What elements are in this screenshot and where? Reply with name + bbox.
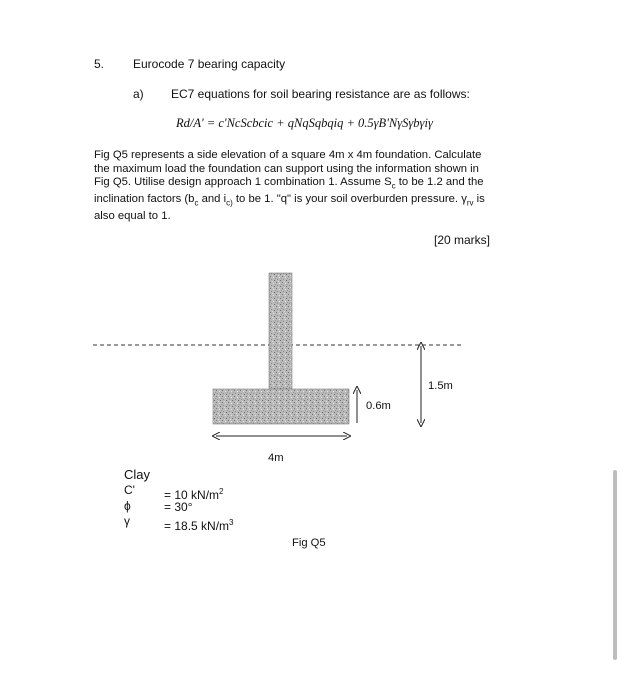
question-number: 5. (94, 57, 105, 71)
paragraph-line-4c: to be 1. "q" is your soil overburden pressure. γ (232, 193, 467, 206)
param-symbol-cohesion: C' (124, 483, 135, 497)
cohesion-value-text: = 10 kN/m (164, 488, 220, 502)
paragraph-line-3-text: Fig Q5. Utilise design approach 1 combination 1. Assume S (94, 176, 392, 189)
cohesion-unit-sup: 2 (219, 487, 224, 496)
unit-weight-unit-sup: 3 (229, 518, 234, 527)
paragraph-line-3-end: to be 1.2 and the (395, 176, 484, 189)
thickness-label: 0.6m (366, 400, 391, 412)
paragraph-line-5: also equal to 1. (94, 209, 171, 222)
param-symbol-unit-weight: γ (124, 514, 130, 528)
paragraph-line-4b: and i (198, 193, 227, 206)
foundation-footing (213, 389, 349, 424)
question-title: Eurocode 7 bearing capacity (133, 57, 286, 71)
unit-weight-value-text: = 18.5 kN/m (164, 519, 230, 533)
vertical-scrollbar[interactable] (613, 470, 617, 660)
sc-subscript: c (391, 181, 396, 191)
bc-subscript: c (194, 198, 199, 208)
bearing-equation: Rd/A' = c'NcScbcic + qNqSqbqiq + 0.5γB'NγSγbγiγ (176, 116, 433, 130)
paragraph-line-4d: is (473, 193, 485, 206)
part-label: a) (133, 87, 144, 101)
depth-label: 1.5m (428, 380, 453, 392)
foundation-column (269, 273, 292, 390)
param-value-unit-weight (164, 515, 233, 534)
width-label: 4m (268, 452, 284, 464)
marks-label: [20 marks] (434, 233, 491, 247)
param-value-friction-angle: = 30° (164, 500, 193, 514)
gamma-rv-subscript: rv (466, 198, 474, 208)
figure-caption: Fig Q5 (292, 537, 326, 549)
paragraph-line-2: the maximum load the foundation can support using the information shown in (94, 162, 479, 175)
ic-subscript: c) (226, 198, 233, 208)
soil-type-label: Clay (124, 467, 151, 482)
param-symbol-friction-angle: ϕ (124, 499, 131, 513)
paragraph-line-4a: inclination factors (b (94, 193, 195, 206)
paragraph-line-1: Fig Q5 represents a side elevation of a square 4m x 4m foundation. Calculate (94, 149, 482, 161)
part-intro: EC7 equations for soil bearing resistance are as follows: (171, 87, 470, 101)
